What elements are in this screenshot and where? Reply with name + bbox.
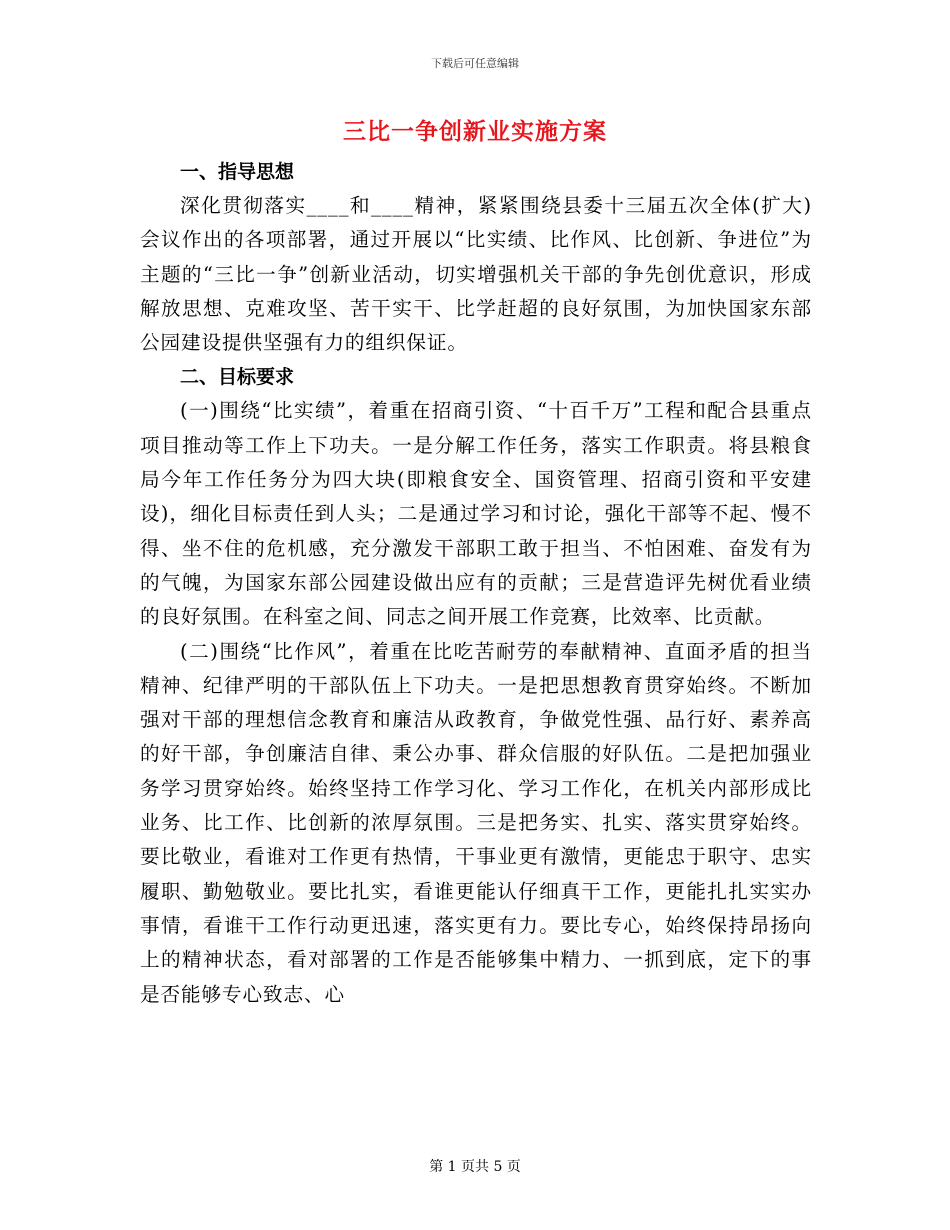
paragraph-guiding-ideology: 深化贯彻落实____和____精神，紧紧围绕县委十三届五次全体(扩大)会议作出的各项部署，通过开展以“比实绩、比作风、比创新、争进位”为主题的“三比一争”创新业活动，切实增强机关干部的争先创优意识，形成解放思想、克难攻坚、苦干实干、比学赶超的良好氛围，为加快国家东部公园建设提供坚强有力的组织保证。 bbox=[140, 194, 812, 355]
document-title: 三比一争创新业实施方案 bbox=[343, 118, 607, 145]
page-number: 第 1 页共 5 页 bbox=[429, 1159, 521, 1175]
paragraph-goal-work-style: (二)围绕“比作风”，着重在比吃苦耐劳的奉献精神、直面矛盾的担当精神、纪律严明的干部队伍上下功夫。一是把思想教育贯穿始终。不断加强对干部的理想信念教育和廉洁从政教育，争做党性强、品行好、素养高的好干部，争创廉洁自律、秉公办事、群众信服的好队伍。二是把加强业务学习贯穿始终。始终坚持工作学习化、学习工作化，在机关内部形成比业务、比工作、比创新的浓厚氛围。三是把务实、扎实、落实贯穿始终。要比敬业，看谁对工作更有热情，干事业更有激情，更能忠于职守、忠实履职、勤勉敬业。要比扎实，看谁更能认仔细真干工作，更能扎扎实实办事情，看谁干工作行动更迅速，落实更有力。要比专心，始终保持昂扬向上的精神状态，看对部署的工作是否能够集中精力、一抓到底，定下的事是否能够专心致志、心 bbox=[140, 639, 812, 1006]
section-heading-goals: 二、目标要求 bbox=[180, 366, 295, 389]
document-body bbox=[140, 155, 812, 1012]
header-note: 下载后可任意编辑 bbox=[431, 57, 519, 70]
paragraph-goal-performance: (一)围绕“比实绩”，着重在招商引资、“十百千万”工程和配合县重点项目推动等工作上下功夫。一是分解工作任务，落实工作职责。将县粮食局今年工作任务分为四大块(即粮食安全、国资管理、招商引资和平安建设)，细化目标责任到人头；二是通过学习和讨论，强化干部等不起、慢不得、坐不住的危机感，充分激发干部职工敢于担当、不怕困难、奋发有为的气魄，为国家东部公园建设做出应有的贡献；三是营造评先树优看业绩的良好氛围。在科室之间、同志之间开展工作竞赛，比效率、比贡献。 bbox=[140, 399, 812, 629]
section-heading-guiding-ideology: 一、指导思想 bbox=[180, 161, 295, 183]
